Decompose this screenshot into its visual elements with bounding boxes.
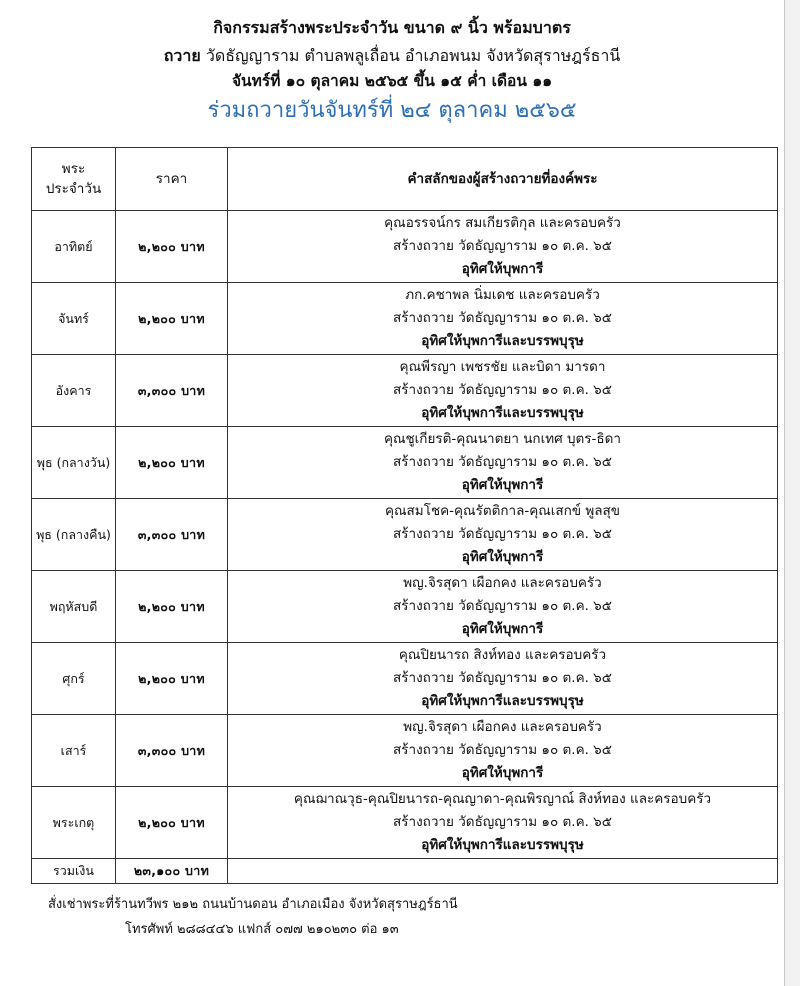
table-row [32, 715, 778, 787]
table-row [32, 787, 778, 859]
build-note: สร้างถวาย วัดธัญญาราม ๑๐ ต.ค. ๖๕ [393, 742, 612, 758]
build-note: สร้างถวาย วัดธัญญาราม ๑๐ ต.ค. ๖๕ [393, 454, 612, 470]
donor-name: คุณพีรญา เพชรชัย และบิดา มารดา [399, 359, 606, 375]
build-note: สร้างถวาย วัดธัญญาราม ๑๐ ต.ค. ๖๕ [393, 526, 612, 542]
header-dedication: คำสลักของผู้สร้างถวายที่องค์พระ [228, 148, 778, 211]
dedication-cell [228, 283, 778, 355]
donor-name: คุณปิยนารถ สิงห์ทอง และครอบครัว [398, 647, 607, 663]
price-cell: ๓,๓๐๐ บาท [116, 499, 228, 571]
table-row [32, 643, 778, 715]
offering-line [0, 44, 784, 69]
price-cell: ๒,๒๐๐ บาท [116, 787, 228, 859]
donor-name: คุณอรรจน์กร สมเกียรติกุล และครอบครัว [384, 215, 621, 231]
table-header-row [32, 148, 778, 211]
table-row [32, 211, 778, 283]
dedication-cell [228, 499, 778, 571]
table-row [32, 571, 778, 643]
donation-table [31, 147, 778, 884]
dedication-note: อุทิศให้บุพการีและบรรพบุรุษ [421, 333, 584, 349]
day-cell: พุธ (กลางคืน) [32, 499, 116, 571]
donor-name: คุณชูเกียรติ-คุณนาตยา นกเทศ บุตร-ธิดา [383, 431, 622, 447]
day-cell: พฤหัสบดี [32, 571, 116, 643]
footer-shop-address: สั่งเช่าพระที่ร้านทวีพร ๒๑๒ ถนนบ้านดอน อำเภอเมือง จังหวัดสุราษฎร์ธานี [48, 897, 458, 912]
donor-name: คุณสมโชค-คุณรัตติกาล-คุณเสกข์ พูลสุข [385, 503, 620, 519]
dedication-cell [228, 211, 778, 283]
dedication-note: อุทิศให้บุพการีและบรรพบุรุษ [421, 837, 584, 853]
build-note: สร้างถวาย วัดธัญญาราม ๑๐ ต.ค. ๖๕ [393, 238, 612, 254]
price-cell: ๒,๒๐๐ บาท [116, 283, 228, 355]
dedication-cell [228, 787, 778, 859]
dedication-note: อุทิศให้บุพการีและบรรพบุรุษ [421, 405, 584, 421]
dedication-note: อุทิศให้บุพการีและบรรพบุรุษ [421, 693, 584, 709]
day-cell: ศุกร์ [32, 643, 116, 715]
dedication-note: อุทิศให้บุพการี [461, 621, 544, 637]
dedication-cell [228, 715, 778, 787]
build-note: สร้างถวาย วัดธัญญาราม ๑๐ ต.ค. ๖๕ [393, 598, 612, 614]
price-cell: ๒,๒๐๐ บาท [116, 643, 228, 715]
date-line: จันทร์ที่ ๑๐ ตุลาคม ๒๕๖๕ ขึ้น ๑๕ ค่ำ เดือน ๑๑ [231, 72, 553, 90]
total-empty-cell [228, 859, 778, 884]
price-cell: ๒,๒๐๐ บาท [116, 427, 228, 499]
build-note: สร้างถวาย วัดธัญญาราม ๑๐ ต.ค. ๖๕ [393, 670, 612, 686]
build-note: สร้างถวาย วัดธัญญาราม ๑๐ ต.ค. ๖๕ [393, 310, 612, 326]
build-note: สร้างถวาย วัดธัญญาราม ๑๐ ต.ค. ๖๕ [393, 382, 612, 398]
dedication-note: อุทิศให้บุพการี [461, 261, 544, 277]
header-day: พระ ประจำวัน [32, 148, 116, 211]
header-price: ราคา [116, 148, 228, 211]
dedication-cell [228, 643, 778, 715]
table-body [32, 211, 778, 884]
offering-label: ถวาย [163, 46, 201, 65]
dedication-note: อุทิศให้บุพการี [461, 477, 544, 493]
dedication-note: อุทิศให้บุพการี [461, 549, 544, 565]
table-row [32, 283, 778, 355]
total-value: ๒๓,๑๐๐ บาท [116, 859, 228, 884]
build-note: สร้างถวาย วัดธัญญาราม ๑๐ ต.ค. ๖๕ [393, 814, 612, 830]
price-cell: ๓,๓๐๐ บาท [116, 715, 228, 787]
price-cell: ๓,๓๐๐ บาท [116, 355, 228, 427]
total-label: รวมเงิน [32, 859, 116, 884]
footer-contact: โทรศัพท์ ๒๘๘๔๔๖ แฟกส์ ๐๗๗ ๒๑๐๒๓๐ ต่อ ๑๓ [125, 922, 399, 937]
day-cell: เสาร์ [32, 715, 116, 787]
day-cell: พระเกตุ [32, 787, 116, 859]
donor-name: พญ.จิรสุดา เผือกคง และครอบครัว [403, 719, 602, 735]
day-cell: จันทร์ [32, 283, 116, 355]
title-line: กิจกรรมสร้างพระประจำวัน ขนาด ๙ นิ้ว พร้อมบาตร [213, 18, 571, 37]
temple-location: วัดธัญญาราม ตำบลพลูเถื่อน อำเภอพนม จังหวัดสุราษฎร์ธานี [205, 46, 621, 65]
price-cell: ๒,๒๐๐ บาท [116, 211, 228, 283]
donor-name: ภก.คชาพล นิ่มเดช และครอบครัว [405, 287, 600, 303]
total-row [32, 859, 778, 884]
donor-name: คุณฌาณวุธ-คุณปิยนารถ-คุณญาดา-คุณพิรญาณ์ สิงห์ทอง และครอบครัว [293, 791, 712, 807]
dedication-cell [228, 427, 778, 499]
table-row [32, 427, 778, 499]
table-row [32, 499, 778, 571]
donor-name: พญ.จิรสุดา เผือกคง และครอบครัว [403, 575, 602, 591]
dedication-note: อุทิศให้บุพการี [461, 765, 544, 781]
day-cell: พุธ (กลางวัน) [32, 427, 116, 499]
dedication-cell [228, 355, 778, 427]
day-cell: อาทิตย์ [32, 211, 116, 283]
price-cell: ๒,๒๐๐ บาท [116, 571, 228, 643]
joint-offering-date: ร่วมถวายวันจันทร์ที่ ๒๔ ตุลาคม ๒๕๖๕ [207, 98, 577, 123]
day-cell: อังคาร [32, 355, 116, 427]
table-row [32, 355, 778, 427]
dedication-cell [228, 571, 778, 643]
